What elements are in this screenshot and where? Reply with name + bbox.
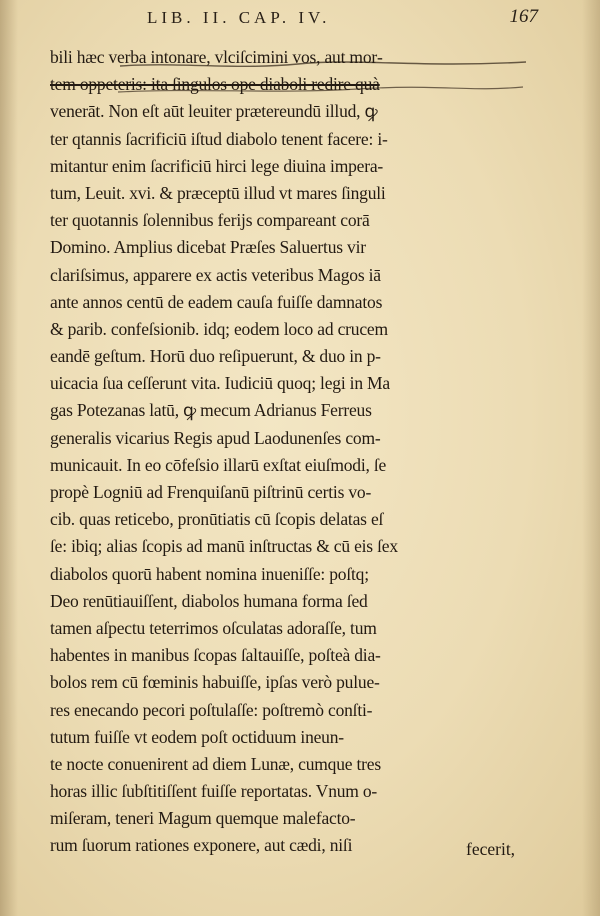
text-line: ter quotannis ſolennibus ferijs compareant corā bbox=[50, 210, 370, 231]
text-line: Domino. Amplius dicebat Præſes Saluertus vir bbox=[50, 237, 366, 258]
running-head-title: LIB. II. CAP. IV. bbox=[147, 8, 331, 27]
text-line: horas illic ſubſtitiſſent fuiſſe reportatas. Vnum o‑ bbox=[50, 781, 378, 802]
text-line: cib. quas reticebo, pronūtiatis cū ſcopis delatas eſ bbox=[50, 509, 384, 530]
text-line: ante annos centū de eadem cauſa fuiſſe damnatos bbox=[50, 291, 383, 312]
text-line: te nocte conuenirent ad diem Lunæ, cumque tres bbox=[50, 753, 381, 774]
text-line: eandē geſtum. Horū duo reſipuerunt, & duo in p‑ bbox=[50, 346, 381, 367]
text-line: clariſsimus, apparere ex actis veteribus Magos iā bbox=[50, 264, 381, 285]
page-number: 167 bbox=[509, 6, 538, 27]
text-line: rum ſuorum rationes exponere, aut cædi, niſi bbox=[50, 835, 353, 856]
text-line: generalis vicarius Regis apud Laodunenſes com‑ bbox=[50, 427, 381, 448]
text-line: tum, Leuit. xvi. & præceptū illud vt mares ſinguli bbox=[50, 182, 386, 203]
text-line: & parib. confeſsionib. idq; eodem loco ad crucem bbox=[50, 318, 388, 339]
main-text-block bbox=[50, 44, 530, 860]
catchword: fecerit, bbox=[466, 839, 516, 859]
text-line: venerāt. Non eſt aūt leuiter prætereundū illud, ꝙ bbox=[50, 101, 378, 122]
text-line: habentes in manibus ſcopas ſaltauiſſe, poſteà dia- bbox=[50, 645, 381, 666]
text-line: mitantur enim ſacrificiū hirci lege diuina impera- bbox=[50, 155, 384, 176]
text-line: Deo renūtiauiſſent, diabolos humana forma ſed bbox=[50, 590, 368, 611]
text-line: municauit. In eo cōfeſsio illarū exſtat eiuſmodi, ſe bbox=[50, 454, 387, 475]
text-line: ter qtannis ſacrificiū iſtud diabolo tenent facere: i‑ bbox=[50, 128, 388, 149]
text-line: diabolos quorū habent nomina inueniſſe: poſtq; bbox=[50, 563, 369, 584]
page-gutter-shadow bbox=[0, 0, 18, 916]
running-head bbox=[52, 6, 552, 36]
text-line: uicacia ſua ceſſerunt vita. Iudiciū quoq; legi in Ma bbox=[50, 373, 390, 394]
text-line: bolos rem cū fœminis habuiſſe, ipſas verò pulue‑ bbox=[50, 672, 380, 693]
text-line: miſeram, teneri Magum quemque malefacto‑ bbox=[50, 808, 356, 829]
page-edge-shadow bbox=[582, 0, 600, 916]
text-line: gas Potezanas latū, ꝙ mecum Adrianus Ferreus bbox=[50, 400, 372, 421]
text-line: ſe: ibiq; alias ſcopis ad manū inſtructas & cū eis ſex bbox=[50, 536, 398, 557]
text-line: propè Logniū ad Frenquiſanū piſtrinū certis vo‑ bbox=[50, 482, 372, 502]
text-line: tem oppeteris: ita ſingulos ope diaboli redire quà bbox=[50, 74, 380, 95]
text-line: bili hæc verba intonare, vlciſcimini vos, aut mor‑ bbox=[50, 47, 383, 67]
text-line: res enecando pecori poſtulaſſe: poſtremò conſti- bbox=[50, 699, 373, 720]
text-line: tamen aſpectu teterrimos oſculatas adoraſſe, tum bbox=[50, 617, 377, 638]
text-line: tutum fuiſſe vt eodem poſt octiduum ineun- bbox=[50, 726, 344, 747]
